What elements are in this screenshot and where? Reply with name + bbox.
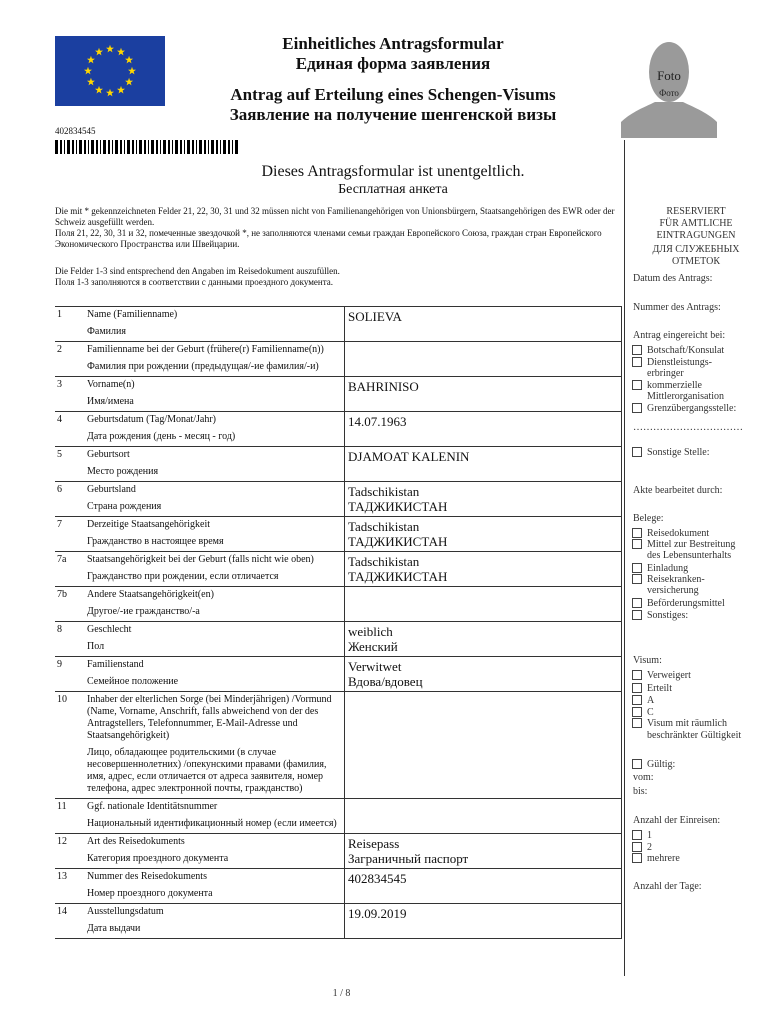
barcode-bar: [192, 140, 194, 154]
service-provider-cont: erbringer: [647, 368, 684, 379]
barcode-bar: [156, 140, 158, 154]
field-row: [55, 342, 622, 377]
barcode-number: 402834545: [55, 126, 96, 136]
field-number: 11: [55, 799, 87, 834]
checkbox-embassy-label: Botschaft/Konsulat: [647, 345, 725, 356]
barcode-bar: [91, 140, 94, 154]
field-label: [87, 412, 345, 447]
field-label-de: Geburtsort: [87, 449, 130, 460]
field-row: [55, 904, 622, 939]
checkbox-icon[interactable]: [632, 610, 642, 620]
eu-flag-logo: [55, 36, 165, 106]
barcode-icon: [55, 140, 239, 154]
barcode-bar: [208, 140, 209, 154]
checkbox-icon[interactable]: [632, 707, 642, 717]
field-row: [55, 517, 622, 552]
barcode-bar: [175, 140, 178, 154]
field-value-line: 402834545: [348, 871, 407, 886]
field-value[interactable]: [345, 869, 622, 904]
field-value-line: Tadschikistan: [348, 484, 420, 499]
barcode-bar: [211, 140, 214, 154]
checkbox-icon[interactable]: [632, 357, 642, 367]
field-label-de: Vorname(n): [87, 379, 135, 390]
form-subtitle-de: Antrag auf Erteilung eines Schengen-Visums: [230, 85, 556, 104]
checkbox-other-documents-label: Sonstiges:: [647, 610, 689, 621]
barcode-bar: [139, 140, 142, 154]
field-value[interactable]: [345, 657, 622, 692]
field-label-de: Ggf. nationale Identitätsnummer: [87, 801, 218, 812]
field-value[interactable]: [345, 412, 622, 447]
checkbox-refused[interactable]: [632, 670, 691, 682]
field-label: [87, 517, 345, 552]
checkbox-icon[interactable]: [632, 842, 642, 852]
barcode-bar: [136, 140, 137, 154]
number-of-entries-label: Anzahl der Einreisen:: [633, 815, 721, 826]
barcode-bar: [112, 140, 113, 154]
application-number-label: Nummer des Antrags:: [633, 302, 721, 313]
field-label-ru: Номер проездного документа: [87, 888, 213, 899]
fields-1-3-note: [55, 266, 615, 288]
visa-label: Visum:: [633, 655, 662, 666]
field-label: [87, 587, 345, 622]
travel-insurance-cont: versicherung: [647, 585, 699, 596]
barcode-bar: [76, 140, 77, 154]
field-value-line: 19.09.2019: [348, 906, 407, 921]
field-value[interactable]: [345, 587, 622, 622]
field-label-ru: Имя/имена: [87, 396, 134, 407]
fields-1-3-note-ru: Поля 1-3 заполняются в соответствии с данными проездного документа.: [55, 277, 334, 287]
checkbox-icon[interactable]: [632, 539, 642, 549]
field-label: [87, 342, 345, 377]
form-title-de: Einheitliches Antragsformular: [282, 34, 504, 53]
field-number: 5: [55, 447, 87, 482]
star-fields-note-de: Die mit * gekennzeichneten Felder 21, 22, 30, 31 und 32 müssen nicht von Familienangehörigen von Unionsbürgern, Staatsangehörigen des EWR oder der Schweiz ausgefüllt werden.: [55, 206, 615, 227]
checkbox-travel-insurance-label: Reisekranken-: [647, 574, 705, 585]
field-value[interactable]: [345, 552, 622, 587]
field-row: [55, 412, 622, 447]
field-label: [87, 904, 345, 939]
checkbox-entries-2-label: 2: [647, 842, 652, 853]
field-label-ru: Гражданство при рождении, если отличается: [87, 571, 279, 582]
form-subtitle-ru: Заявление на получение шенгенской визы: [229, 105, 557, 124]
field-value[interactable]: [345, 447, 622, 482]
field-row: [55, 307, 622, 342]
field-number: 6: [55, 482, 87, 517]
field-label-de: Familienname bei der Geburt (frühere(r) Familienname(n)): [87, 344, 324, 355]
checkbox-icon[interactable]: [632, 683, 642, 693]
checkbox-icon[interactable]: [632, 380, 642, 390]
barcode-bar: [108, 140, 110, 154]
checkbox-icon[interactable]: [632, 528, 642, 538]
eu-stars-icon: [55, 36, 165, 106]
field-value-line: ТАДЖИКИСТАН: [348, 569, 448, 584]
field-row: [55, 799, 622, 834]
field-row: [55, 552, 622, 587]
field-label-de: Geburtsdatum (Tag/Monat/Jahr): [87, 414, 216, 425]
checkbox-refused-label: Verweigert: [647, 670, 691, 681]
barcode-bar: [199, 140, 202, 154]
field-label: [87, 482, 345, 517]
checkbox-valid-label: Gültig:: [647, 759, 676, 770]
field-label-de: Andere Staatsangehörigkeit(en): [87, 589, 214, 600]
field-value[interactable]: [345, 482, 622, 517]
field-value-line: Заграничный паспорт: [348, 851, 469, 866]
field-value-line: SOLIEVA: [348, 309, 402, 324]
checkbox-icon[interactable]: [632, 718, 642, 728]
reserved-heading-line: FÜR AMTLICHE: [659, 218, 733, 229]
field-label: [87, 552, 345, 587]
field-value-line: Женский: [348, 639, 398, 654]
field-label: [87, 657, 345, 692]
field-value[interactable]: [345, 799, 622, 834]
field-label-de: Geburtsland: [87, 484, 136, 495]
date-of-application-label: Datum des Antrags:: [633, 273, 713, 284]
field-row: [55, 377, 622, 412]
star-fields-note-ru: Поля 21, 22, 30, 31 и 32, помеченные звездочкой *, не заполняются членами семьи граждан Европейского Союза, граждан стран Европейского Экономического Пространства или Швейцарии.: [55, 228, 602, 249]
field-label-ru: Лицо, обладающее родительскими (в случае несовершеннолетних) /опекунскими правами (фамилия, имя, адрес, если отличается от адреса заявителя, номер телефона, адрес электронной почты, гражданство): [87, 747, 327, 794]
field-value[interactable]: [345, 834, 622, 869]
field-label-ru: Фамилия при рождении (предыдущая/-ие фамилия/-и): [87, 361, 319, 372]
checkbox-icon[interactable]: [632, 670, 642, 680]
field-value[interactable]: [345, 692, 622, 799]
checkbox-icon[interactable]: [632, 759, 642, 769]
barcode-bar: [235, 140, 238, 154]
field-label: [87, 692, 345, 799]
page-number: 1 / 8: [332, 988, 351, 999]
field-label: [87, 377, 345, 412]
barcode-bar: [120, 140, 122, 154]
valid-from-label: vom:: [633, 772, 654, 783]
number-of-days-label: Anzahl der Tage:: [633, 881, 702, 892]
checkbox-visa-c-label: C: [647, 707, 654, 718]
fields-1-3-note-de: Die Felder 1-3 sind entsprechend den Angaben im Reisedokument auszufüllen.: [55, 266, 340, 276]
field-label-de: Staatsangehörigkeit bei der Geburt (falls nicht wie oben): [87, 554, 314, 565]
field-number: 7: [55, 517, 87, 552]
free-notice-de: Dieses Antragsformular ist unentgeltlich.: [261, 163, 525, 180]
checkbox-issued[interactable]: [632, 683, 672, 695]
field-value[interactable]: [345, 342, 622, 377]
field-value[interactable]: [345, 517, 622, 552]
field-number: 7a: [55, 552, 87, 587]
field-number: 13: [55, 869, 87, 904]
field-label-ru: Категория проездного документа: [87, 853, 229, 864]
barcode-bar: [84, 140, 86, 154]
barcode-bar: [100, 140, 101, 154]
barcode-bar: [223, 140, 226, 154]
checkbox-icon[interactable]: [632, 598, 642, 608]
field-value[interactable]: [345, 307, 622, 342]
barcode-bar: [79, 140, 82, 154]
barcode-bar: [64, 140, 65, 154]
field-number: 3: [55, 377, 87, 412]
commercial-cont: Mittlerorganisation: [647, 391, 725, 402]
checkbox-icon[interactable]: [632, 830, 642, 840]
field-label: [87, 307, 345, 342]
processed-by-label: Akte bearbeitet durch:: [633, 485, 723, 496]
field-label-ru: Дата рождения (день - месяц - год): [87, 431, 236, 442]
barcode-bar: [172, 140, 173, 154]
field-value-line: Verwitwet: [348, 659, 402, 674]
field-value[interactable]: [345, 377, 622, 412]
field-label: [87, 622, 345, 657]
barcode-bar: [160, 140, 161, 154]
field-value-line: 14.07.1963: [348, 414, 407, 429]
barcode-bar: [127, 140, 130, 154]
checkbox-limited-validity-label: Visum mit räumlich: [647, 718, 727, 729]
photo-label-ru: Фото: [659, 88, 679, 98]
field-label-ru: Фамилия: [87, 326, 126, 337]
checkbox-entries-multiple[interactable]: [632, 853, 680, 865]
checkbox-icon[interactable]: [632, 853, 642, 863]
checkbox-icon[interactable]: [632, 403, 642, 413]
reserved-heading-line: ОТМЕТОК: [671, 256, 721, 267]
barcode-bar: [204, 140, 206, 154]
field-row: [55, 587, 622, 622]
checkbox-entries-1[interactable]: [632, 830, 652, 842]
field-value-line: Tadschikistan: [348, 519, 420, 534]
field-number: 7b: [55, 587, 87, 622]
limited-validity-cont: beschränkter Gültigkeit: [647, 730, 742, 741]
border-crossing-dots: ……………………………: [633, 422, 743, 433]
field-value-line: ТАДЖИКИСТАН: [348, 499, 448, 514]
field-value[interactable]: [345, 622, 622, 657]
checkbox-issued-label: Erteilt: [647, 683, 672, 694]
form-title-ru: Единая форма заявления: [295, 54, 491, 73]
barcode-bar: [184, 140, 185, 154]
barcode-bar: [187, 140, 190, 154]
checkbox-visa-a-label: A: [647, 695, 655, 706]
person-silhouette-icon: [621, 34, 717, 138]
checkbox-entries-1-label: 1: [647, 830, 652, 841]
valid-to-label: bis:: [633, 786, 648, 797]
field-row: [55, 482, 622, 517]
field-row: [55, 622, 622, 657]
barcode-bar: [115, 140, 118, 154]
barcode-bar: [144, 140, 146, 154]
field-number: 9: [55, 657, 87, 692]
field-row: [55, 834, 622, 869]
checkbox-service-provider-label: Dienstleistungs-: [647, 357, 712, 368]
barcode-bar: [168, 140, 170, 154]
field-value-line: Reisepass: [348, 836, 400, 851]
field-value-line: weiblich: [348, 624, 393, 639]
checkbox-other-place-label: Sonstige Stelle:: [647, 447, 710, 458]
field-label: [87, 869, 345, 904]
field-label: [87, 834, 345, 869]
field-label-ru: Национальный идентификационный номер (если имеется): [87, 818, 337, 829]
field-label-ru: Дата выдачи: [87, 923, 141, 934]
field-number: 12: [55, 834, 87, 869]
field-value[interactable]: [345, 904, 622, 939]
field-label-de: Geschlecht: [87, 624, 132, 635]
field-label-ru: Страна рождения: [87, 501, 162, 512]
field-number: 10: [55, 692, 87, 799]
barcode-bar: [60, 140, 62, 154]
barcode: [55, 140, 239, 154]
field-label-ru: Пол: [87, 641, 105, 652]
checkbox-other-documents[interactable]: [632, 610, 688, 622]
barcode-bar: [72, 140, 74, 154]
field-value-line: DJAMOAT KALENIN: [348, 449, 470, 464]
checkbox-icon[interactable]: [632, 345, 642, 355]
field-label-de: Inhaber der elterlichen Sorge (bei Minderjährigen) /Vormund (Name, Vorname, Anschrift, falls abweichend von der des Antragstellers, Telefonnummer, E-Mail-Adresse und Staatsangehörigkeit): [87, 694, 332, 741]
applicant-fields-table: [55, 306, 622, 939]
documents-label: Belege:: [633, 513, 664, 524]
checkbox-visa-a[interactable]: [632, 695, 654, 707]
field-row: [55, 657, 622, 692]
reserved-heading-line: EINTRAGUNGEN: [656, 230, 736, 241]
barcode-bar: [220, 140, 221, 154]
barcode-bar: [103, 140, 106, 154]
field-number: 2: [55, 342, 87, 377]
barcode-bar: [228, 140, 230, 154]
field-label-de: Name (Familienname): [87, 309, 178, 320]
barcode-bar: [96, 140, 98, 154]
checkbox-entries-multiple-label: mehrere: [647, 853, 680, 864]
field-label: [87, 799, 345, 834]
checkbox-other-place[interactable]: [632, 447, 710, 459]
barcode-bar: [132, 140, 134, 154]
field-number: 4: [55, 412, 87, 447]
barcode-bar: [196, 140, 197, 154]
field-label-de: Ausstellungsdatum: [87, 906, 164, 917]
reserved-heading-line: ДЛЯ СЛУЖЕБНЫХ: [652, 244, 740, 255]
checkbox-icon[interactable]: [632, 574, 642, 584]
field-label-ru: Семейное положение: [87, 676, 179, 687]
field-label-de: Nummer des Reisedokuments: [87, 871, 207, 882]
photo-label-de: Foto: [657, 68, 681, 83]
free-notice-ru: Бесплатная анкета: [338, 182, 448, 197]
field-row: [55, 869, 622, 904]
checkbox-icon[interactable]: [632, 447, 642, 457]
checkbox-invitation-label: Einladung: [647, 563, 689, 574]
barcode-bar: [88, 140, 89, 154]
checkbox-valid[interactable]: [632, 759, 675, 771]
photo-placeholder: [621, 34, 717, 138]
field-number: 14: [55, 904, 87, 939]
field-label-ru: Гражданство в настоящее время: [87, 536, 224, 547]
means-of-subsistence-cont: des Lebensunterhalts: [647, 550, 732, 561]
barcode-bar: [67, 140, 70, 154]
checkbox-border-crossing-label: Grenzübergangsstelle:: [647, 403, 737, 414]
checkbox-icon[interactable]: [632, 563, 642, 573]
field-value-line: ТАДЖИКИСТАН: [348, 534, 448, 549]
field-row: [55, 692, 622, 799]
barcode-bar: [180, 140, 182, 154]
field-row: [55, 447, 622, 482]
field-label-de: Familienstand: [87, 659, 144, 670]
barcode-bar: [151, 140, 154, 154]
barcode-bar: [163, 140, 166, 154]
field-number: 8: [55, 622, 87, 657]
field-label-ru: Другое/-ие гражданство/-а: [87, 606, 200, 617]
checkbox-travel-document-label: Reisedokument: [647, 528, 710, 539]
barcode-bar: [124, 140, 125, 154]
checkbox-limited-validity[interactable]: [632, 718, 727, 730]
checkbox-transport[interactable]: [632, 598, 725, 610]
checkbox-icon[interactable]: [632, 695, 642, 705]
checkbox-means-of-subsistence-label: Mittel zur Bestreitung: [647, 539, 736, 550]
submitted-at-label: Antrag eingereicht bei:: [633, 330, 726, 341]
field-number: 1: [55, 307, 87, 342]
checkbox-border-crossing[interactable]: [632, 403, 736, 415]
reserved-heading-line: RESERVIERT: [666, 206, 726, 217]
star-fields-note: [55, 206, 615, 250]
checkbox-commercial-label: kommerzielle: [647, 380, 702, 391]
barcode-bar: [232, 140, 233, 154]
checkbox-embassy[interactable]: [632, 345, 724, 357]
field-value-line: BAHRINISO: [348, 379, 419, 394]
field-label-de: Art des Reisedokuments: [87, 836, 185, 847]
field-label-ru: Место рождения: [87, 466, 159, 477]
field-label-de: Derzeitige Staatsangehörigkeit: [87, 519, 211, 530]
barcode-bar: [55, 140, 58, 154]
field-label: [87, 447, 345, 482]
barcode-bar: [148, 140, 149, 154]
checkbox-transport-label: Beförderungsmittel: [647, 598, 725, 609]
barcode-bar: [216, 140, 218, 154]
field-value-line: Tadschikistan: [348, 554, 420, 569]
field-value-line: Вдова/вдовец: [348, 674, 423, 689]
